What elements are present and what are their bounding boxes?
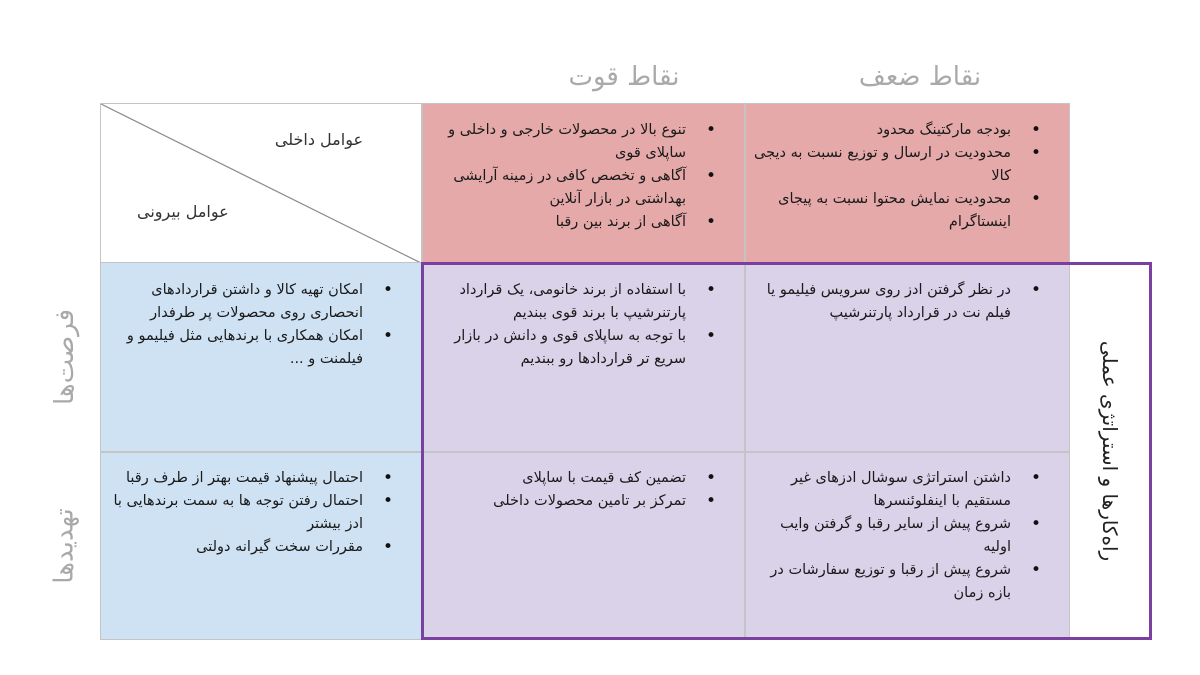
threats-list <box>101 467 421 559</box>
corner-diagonal <box>101 104 422 263</box>
list-item: • مقررات سخت گیرانه دولتی <box>101 536 421 559</box>
strengths-list <box>423 119 744 234</box>
wt-list <box>746 467 1069 605</box>
list-item: • محدودیت در ارسال و توزیع نسبت به دیجی کالا <box>746 142 1069 188</box>
list-item: • آگاهی و تخصص کافی در زمینه آرایشی بهداشتی در بازار آنلاین <box>423 165 744 211</box>
strengths-cell <box>422 103 745 263</box>
list-item: • تنوع بالا در محصولات خارجی و داخلی و ساپلای قوی <box>423 119 744 165</box>
list-item: • بودجه مارکتینگ محدود <box>746 119 1069 142</box>
list-item: • امکان تهیه کالا و داشتن قراردادهای انحصاری روی محصولات پر طرفدار <box>101 279 421 325</box>
list-item: • تضمین کف قیمت با ساپلای <box>423 467 744 490</box>
list-item: • با استفاده از برند خانومی، یک قرارداد پارتنرشیپ با برند قوی ببندیم <box>423 279 744 325</box>
opportunities-cell <box>100 262 422 452</box>
list-item: • آگاهی از برند بین رقبا <box>423 211 744 234</box>
opportunities-list <box>101 279 421 371</box>
st-list <box>423 467 744 513</box>
weaknesses-list <box>746 119 1069 234</box>
list-item: • تمرکز بر تامین محصولات داخلی <box>423 490 744 513</box>
strengths-header: نقاط قوت <box>568 62 680 92</box>
so-strategy-cell <box>422 262 745 452</box>
threats-header: تهدیدها <box>50 508 81 584</box>
list-item: • محدودیت نمایش محتوا نسبت به پیجای اینستاگرام <box>746 188 1069 234</box>
wo-strategy-cell <box>745 262 1070 452</box>
list-item: • داشتن استراتژی سوشال ادزهای غیر مستقیم با اینفلوئنسرها <box>746 467 1069 513</box>
list-item: • امکان همکاری با برندهایی مثل فیلیمو و فیلمنت و ... <box>101 325 421 371</box>
corner-cell <box>100 103 422 263</box>
list-item: • احتمال رفتن توجه ها به سمت برندهایی با ادز بیشتر <box>101 490 421 536</box>
external-factors-label: عوامل بیرونی <box>137 202 229 221</box>
list-item: • شروع پیش از سایر رقبا و گرفتن وایب اولیه <box>746 513 1069 559</box>
opportunities-header: فرصت‌ها <box>50 308 81 406</box>
threats-cell <box>100 452 422 640</box>
st-strategy-cell <box>422 452 745 640</box>
list-item: • در نظر گرفتن ادز روی سرویس فیلیمو یا فیلم نت در قرارداد پارتنرشیپ <box>746 279 1069 325</box>
wo-list <box>746 279 1069 325</box>
list-item: • شروع پیش از رقبا و توزیع سفارشات در بازه زمان <box>746 559 1069 605</box>
strategy-side-label: راه‌کارها و استراتژی عملی <box>1098 340 1123 562</box>
list-item: • با توجه به ساپلای قوی و دانش در بازار سریع تر قراردادها رو ببندیم <box>423 325 744 371</box>
list-item: • احتمال پیشنهاد قیمت بهتر از طرف رقبا <box>101 467 421 490</box>
weaknesses-cell <box>745 103 1070 263</box>
so-list <box>423 279 744 371</box>
wt-strategy-cell <box>745 452 1070 640</box>
weaknesses-header: نقاط ضعف <box>858 62 982 92</box>
internal-factors-label: عوامل داخلی <box>274 130 363 149</box>
